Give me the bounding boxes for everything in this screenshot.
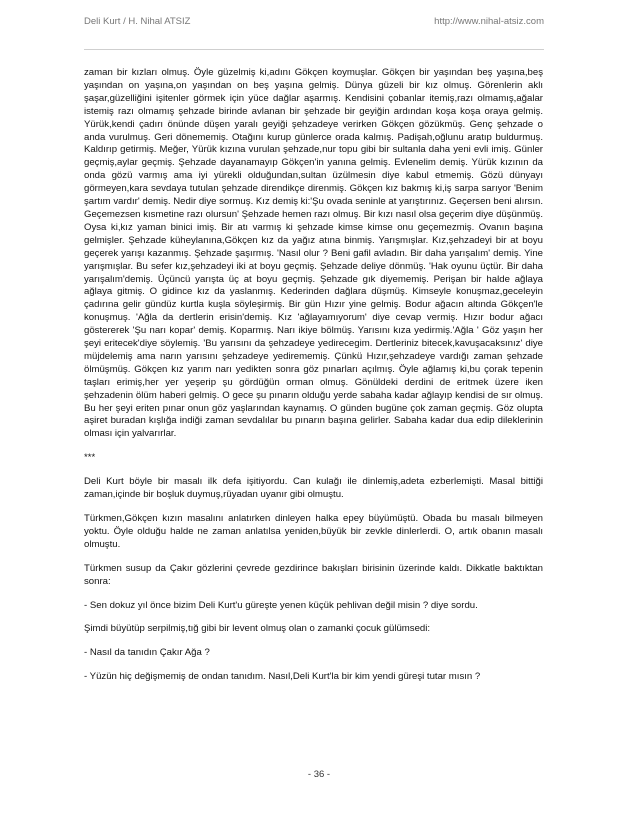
story-paragraph: zaman bir kızları olmuş. Öyle güzelmiş ki,adını Gökçen koymuşlar. Gökçen bir yaşından beş yaşına,beş yaşından on yaşına,on yaşından on beş yaşına gelmiş. Dünya güzeli bir kız olmuş. Görenlerin aklı şaşar,güzelliğini işitenler görmek için yüce dağlar aşarmış. Kendisini çobanlar itemiş,razı olmamış,ağalar istemiş razı olmamış şehzade birinde avlanan bir şehzade bir geyiğin ardından koşa koşa oraya gelmiş. Yürük,kendi çadırı önünde düşen yaralı geyiği şehzadeye verirken Gökçen gözükmüş. Genç şehzade o anda vurulmuş. Geri dönememiş. Otağını kurup günlerce orada kalmış. Padişah,oğlunu aratıp buldurmuş. Kaldırıp getirmiş. Meğer, Yürük kızına vurulan şehzade,nur topu gibi bir sultanla daha yeni evli imiş. Günler geçmiş,aylar geçmiş. Şehzade dayanamayıp Gökçen'in yanına gelmiş. Evlenelim demiş. Yürük kızının da onda gözü varmış ama iyi yürekli olduğundan,sultan üzülmesin diye kabul etmemiş. Gözü dünyayı görmeyen,kara sevdaya tutulan şehzade direndikçe direnmiş. Gökçen kız bakmış ki,iş sarpa sarıyor 'Benim şartım vardır' demiş. Nedir diye sormuş. Kız demiş ki:'Şu ovada seninle at yarıştırınız. Geçersen beni alırsın. Geçemezsen kısmetine razı olursun' Şehzade hemen razı olmuş. Bir kızı nasıl olsa geçerim diye düşünmüş. Oysa ki,kız yaman binici imiş. Bir atı varmış ki şehzade kimse kimse onu geçemezmiş. Ovanın başına gelmişler. Şehzade küheylanına,Gökçen kız da yağız atına binmiş. Yarışmışlar. Kız,şehzadeyi bir at boyu geçerek yarışı kazanmış. Şehzade şaşırmış. 'Nasıl olur ? Beni gafil avladın. Bir daha yarışalım' demiş. Yine yarışmışlar. Bu sefer kız,şehzadeyi iki at boyu geçmiş. Şehzade deliye dönmüş. 'Hak oyunu üçtür. Bir daha yarışalım'demiş. Üçüncü yarışta üç at boyu geçmiş. Şehzade gık diyememiş. Perişan bir halde ağlaya ağlaya gitmiş. O gidince kız da yaslanmış. Kederinden dağlara düşmüş. Kimseyle konuşmaz,geceleyin çadırına gelir gündüz kurtla kuşla söyleşirmiş. Bir gün Hızır yine gelmiş. Bodur ağacın altında Gökçen'le konuşmuş. 'Ağla da dertlerin erisin'demiş. Kız 'ağlayamıyorum' diye cevap vermiş. Hızır bodur ağacı göstererek 'Şu narı kopar' demiş. Koparmış. Narı ikiye bölmüş. Yarısını kıza yedirmiş.'Ağla ' Göz yaşın her şeyi eritecek'diye söylemiş. 'Bu yarısını da şehzadeye yedirecegim. Dertleriniz bitecek,kavuşacaksınız' diye müjdelemiş ama narın yarısını şehzadeye yedirememiş. Çünkü Hızır,şehzadeye vardığı zaman şehzade ölmüşmüş. Gökçen kız yarım narı yedikten sonra göz pınarları açılmış. Öyle ağlamış ki,bu çorak tepenin taşları erimiş,her yer yeşerip şu gördüğün orman olmuş. Gönüldeki derdini de eritmek üzere iken şehzadenin ölüm haberi gelmiş. O gece şu pınarın olduğu yerde sabaha kadar ağlayıp kendisi de sır olmuş. Bu her şeyi eriten pınar onun göz yaşlarından kaynamış. O günden bugüne çok zaman geçmiş. Göz olupta aşiret buradan kışlığa indiği zaman sevdalılar bu pınarın başına gelirler. Sabaha kadar dua edip dileklerinin olması için yalvarırlar. <box>84 67 544 440</box>
section-separator: *** <box>84 452 96 464</box>
page-number: - 36 - <box>307 769 331 780</box>
dialogue-line: - Sen dokuz yıl önce bizim Deli Kurt'u güreşte yenen küçük pehlivan değil misin ? diye sordu. <box>84 599 478 611</box>
story-paragraph: Şimdi büyütüp serpilmiş,tığ gibi bir levent olmuş olan o zamanki çocuk gülümsedi: <box>84 623 431 635</box>
page-body <box>84 67 543 695</box>
header-author-title: Deli Kurt / H. Nihal ATSIZ <box>84 16 191 27</box>
dialogue-line: - Nasıl da tanıdın Çakır Ağa ? <box>84 647 210 659</box>
page-header <box>84 16 544 30</box>
story-paragraph: Deli Kurt böyle bir masalı ilk defa işitiyordu. Can kulağı ile dinlemiş,adeta ezberlemişti. Masal bittiği zaman,içinde bir boşluk duymuş,rüyadan uyanır gibi olmuştu. <box>84 476 543 501</box>
dialogue-line: - Yüzün hiç değişmemiş de ondan tanıdım. Nasıl,Deli Kurt'la bir kim yendi güreşi tutar mısın ? <box>84 671 481 683</box>
story-paragraph: Türkmen,Gökçen kızın masalını anlatırken dinleyen halka epey büyümüştü. Obada bu masalı bilmeyen yoktu. Öyle olduğu halde ne zaman anlatılsa yeniden,büyük bir zevkle dinlerlerdi. O, artık obanın masalı olmuştu. <box>84 513 543 550</box>
header-divider <box>84 49 544 50</box>
header-website-link[interactable]: http://www.nihal-atsiz.com <box>434 16 544 27</box>
story-paragraph: Türkmen susup da Çakır gözlerini çevrede gezdirince bakışları birisinin üzerinde kaldı. Dikkatle baktıktan sonra: <box>84 562 543 587</box>
